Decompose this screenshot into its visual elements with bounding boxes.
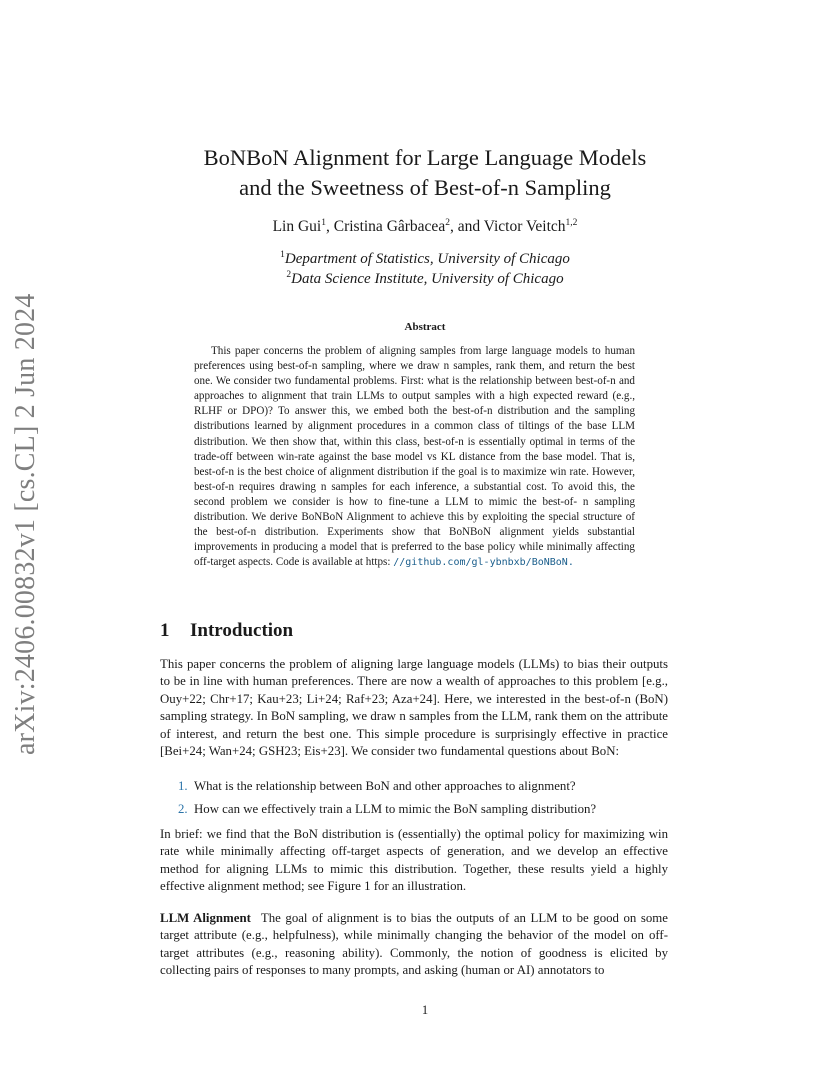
- arxiv-identifier: arXiv:2406.00832v1 [cs.CL] 2 Jun 2024: [10, 293, 41, 755]
- abstract-heading: Abstract: [404, 321, 446, 333]
- list-item: [178, 778, 673, 795]
- list-item: [178, 801, 673, 818]
- abstract-line: alignment yields substantial improvements in producing a model that is preferred to: [194, 526, 635, 554]
- abstract-body: [194, 344, 635, 570]
- text-line: The goal of alignment is to bias the outputs of an LLM to be good on some: [260, 911, 669, 925]
- text-line: is surprisingly effective in practice [Bei+24; Wan+24; GSH23; Eis+23]. We consider two: [160, 726, 668, 759]
- abstract-line: the base policy while minimally affecting off-target aspects. Code is available at https:: [194, 541, 635, 569]
- section-title: Introduction: [190, 620, 294, 641]
- author-affiliation-mark: 2: [445, 217, 450, 228]
- abstract-line: samples with a high expected reward (e.g., RLHF or DPO)? To answer this, we embed: [194, 390, 635, 418]
- abstract-line: the special structure of the best-of-n distribution. Experiments show that BoNBoN: [194, 511, 635, 539]
- abstract-line: win-rate against the base model vs KL distance from the base model. That is, best-of-n is: [194, 450, 636, 478]
- abstract-line: procedures in a common class of tiltings of the base LLM distribution. We then show: [194, 420, 635, 448]
- author-name: Cristina Gârbacea: [333, 218, 446, 235]
- paragraph-heading: LLM Alignment: [160, 911, 251, 925]
- affiliation-mark: 2: [286, 269, 292, 280]
- abstract-line: that, within this class, best-of-n is essentially optimal in terms of the trade-off between: [194, 435, 635, 463]
- author-name: Victor Veitch: [483, 218, 566, 235]
- text-line: in the best-of-n (BoN) sampling strategy. In BoN sampling, we draw n samples from the: [160, 691, 668, 724]
- paper-title: [110, 143, 740, 203]
- title-line-1: BoNBoN Alignment for Large Language Models: [203, 145, 647, 170]
- abstract-line: This paper concerns the problem of aligning samples from large language models: [211, 345, 588, 357]
- code-link[interactable]: //github.com/gl-ybnbxb/BoNBoN.: [393, 557, 574, 569]
- title-line-2: and the Sweetness of Best-of-n Sampling: [239, 175, 611, 200]
- text-line: by collecting pairs of responses to many prompts, and asking (human or AI) annotators to: [160, 945, 668, 978]
- list-number: 2.: [178, 802, 188, 816]
- abstract-line: this, the second problem we consider is how to fine-tune a LLM to mimic the best-of-: [194, 480, 635, 508]
- affiliation-line: [110, 270, 740, 290]
- text-line: fundamental questions about BoN:: [440, 744, 620, 759]
- text-line: win rate while minimally affecting off-target aspects of generation, and we develop an: [160, 827, 668, 859]
- section-number: 1: [160, 620, 170, 641]
- author-name: Lin Gui: [272, 218, 322, 235]
- affiliation-line: [110, 250, 740, 270]
- list-text: How can we effectively train a LLM to mimic the BoN sampling distribution?: [194, 802, 597, 816]
- affiliations: [110, 250, 740, 289]
- text-line: This paper concerns the problem of aligning large language models (LLMs) to bias their: [160, 657, 627, 671]
- abstract-line: relationship between best-of-n and approaches to alignment that train LLMs to output: [194, 375, 635, 403]
- abstract-line: the best choice of alignment distribution if the goal is to maximize win rate. However,: [247, 465, 635, 478]
- affiliation-mark: 1: [280, 250, 285, 260]
- page-number: 1: [421, 1003, 429, 1017]
- abstract-line: n sampling distribution. We derive BoNBoN Alignment to achieve this by exploiting: [194, 495, 635, 524]
- text-line: In brief: we find that the BoN distribution is (essentially) the optimal policy for maximizing: [160, 827, 645, 841]
- author-list: [110, 218, 740, 236]
- text-line: target attribute (e.g., helpfulness), while minimally changing the behavior of the model on: [160, 928, 644, 943]
- text-line: highly effective alignment method; see Figure 1 for an illustration.: [160, 861, 668, 894]
- abstract-line: both the best-of-n distribution and the sampling distributions learned by alignment: [194, 405, 635, 433]
- text-line: outputs to be in line with human preferences. There are now a wealth of approaches to this: [160, 657, 668, 689]
- abstract-line: best-of-n requires drawing n samples for each inference, a substantial cost. To avoid: [194, 480, 593, 493]
- abstract-line: and return the best one. We consider two fundamental problems. First: what is the: [194, 360, 635, 388]
- author-affiliation-mark: 1,2: [565, 217, 578, 228]
- list-text: What is the relationship between BoN and other approaches to alignment?: [194, 779, 576, 793]
- text-line: problem [e.g., Ouy+22; Chr+17; Kau+23; Li+24; Raf+23; Aza+24]. Here, we interested: [160, 674, 668, 706]
- author-separator: , and: [449, 218, 484, 235]
- intro-paragraph: [160, 656, 668, 760]
- author-affiliation-mark: 1: [321, 217, 326, 228]
- abstract-line: to human preferences using best-of-n sampling, where we draw n samples, rank them,: [194, 345, 635, 373]
- text-line: effective method for aligning LLMs to mimic this distribution. Together, these results yield a: [160, 844, 668, 876]
- list-number: 1.: [178, 779, 188, 793]
- text-line: LLM, rank them on the attribute of interest, and return the best one. This simple procedure: [160, 709, 669, 741]
- affiliation-text: Department of Statistics, University of Chicago: [284, 251, 570, 267]
- llm-alignment-paragraph: [160, 910, 668, 980]
- intro-paragraph: [160, 826, 668, 896]
- author-separator: ,: [325, 218, 334, 235]
- affiliation-text: Data Science Institute, University of Chicago: [291, 270, 564, 287]
- text-line: off-target attributes (e.g., reasoning ability). Commonly, the notion of goodness is elicited: [160, 928, 668, 960]
- section-heading: [160, 620, 293, 642]
